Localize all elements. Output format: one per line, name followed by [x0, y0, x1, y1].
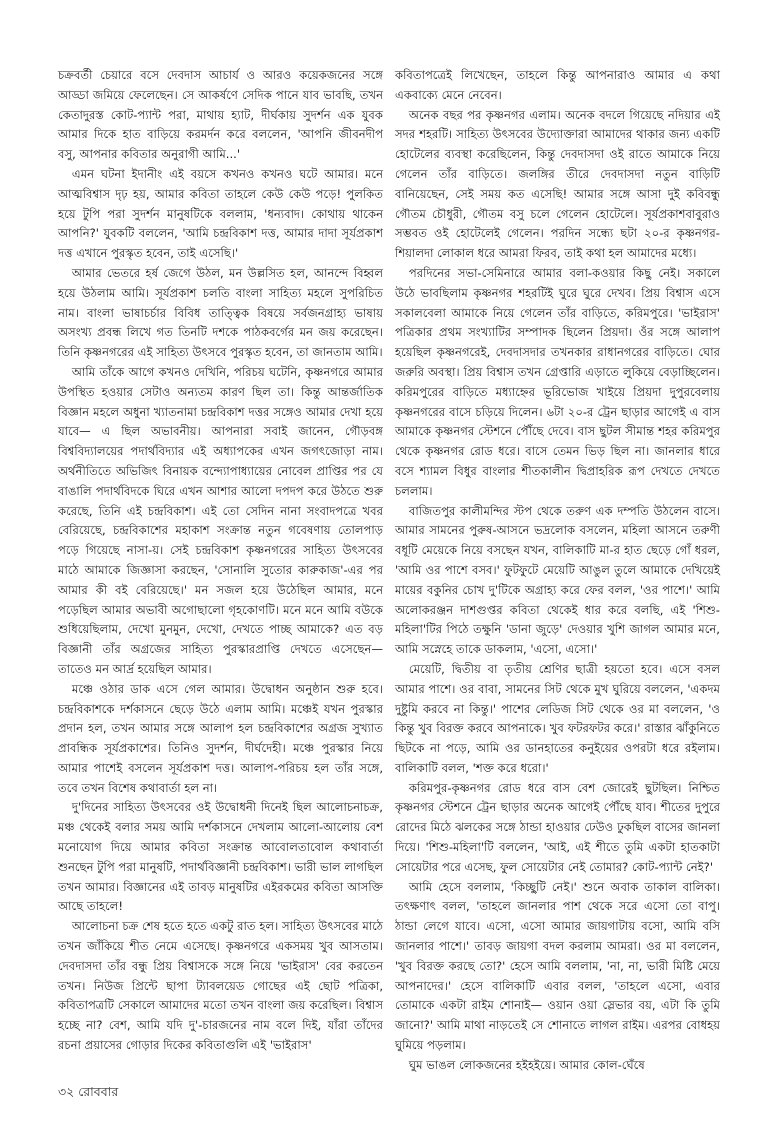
paragraph: মেয়েটি, দ্বিতীয় বা তৃতীয় শ্রেণির ছাত্রী হয়তো হবে। এসে বসল আমার পাশে। ওর বাবা, সামনের সিট থেকে মুখ ঘুরিয়ে বললেন, 'একদম দুষ্টুমি করবে না কিন্তু।' পাশের লেডিজ সিট থেকে ওর মা বললেন, 'ও কিন্তু খুব বিরক্ত করবে আপনাকে। খুব ফটরফটর করে।' রাস্তার ঝাঁকুনিতে ছিটকে না পড়ে, আমি ওর ডানহাতের কনুইয়ের ওপরটা ধরে রইলাম। বালিকাটি বলল, 'শক্ত করে ধরো।': [395, 661, 720, 775]
paragraph: কবিতাপত্রেই লিখেছেন, তাহলে কিন্তু আপনারাও আমার এ কথা একবাক্যে মেনে নেবেন।: [395, 68, 720, 102]
paragraph: করিমপুর-কৃষ্ণনগর রোড ধরে বাস বেশ জোরেই ছুটছিল। নিশ্চিত কৃষ্ণনগর স্টেশনে ট্রেন ছাড়ার অনেক আগেই পৌঁছে যাব। শীতের দুপুরে রোদের মিঠে ঝলকের সঙ্গে ঠান্ডা হাওয়ার ঢেউও ঢুকছিল বাসের জানলা দিয়ে। 'শিশু-মহিলা'টি বললেন, 'আই, এই শীতে তুমি একটা হাতকাটা সোয়েটার পরে এসেছ, ফুল সোয়েটার নেই তোমার? কোট-প্যান্ট নেই?': [395, 780, 720, 874]
paragraph: ঘুম ভাঙল লোকজনের হইহইয়ে। আমার কোল-ঘেঁষে: [408, 1057, 645, 1072]
paragraph: বাজিতপুর কালীমন্দির স্টপ থেকে তরুণ এক দম্পতি উঠলেন বাসে। আমার সামনের পুরুষ-আসনে ভদ্রলোক বসলেন, মহিলা আসনে তরুণী বধূটি মেয়েকে নিয়ে বসছেন যখন, বালিকাটি মা-র হাত ছেড়ে গোঁ ধরল, 'আমি ওর পাশে বসব।' ফুটফুটে মেয়েটি আঙুল তুলে আমাকে দেখিয়েই মায়ের বকুনির চোখ দু'টিকে অগ্রাহ্য করে ফের বলল, 'ওর পাশে।' আমি অলোকরঞ্জন দাশগুপ্তর কবিতা থেকেই ধার করে বলছি, এই 'শিশু-মহিলা'টির পিঠে তক্ষুনি 'ডানা জুড়ে' দেওয়ার খুশি জাগল আমার মনে, আমি সস্নেহে তাকে ডাকলাম, 'এসো, এসো।': [395, 503, 720, 657]
paragraph: পরদিনের সভা-সেমিনারে আমার বলা-কওয়ার কিছু নেই। সকালে উঠে ভাবছিলাম কৃষ্ণনগর শহরটিই ঘুরে ঘুরে দেখব। প্রিয় বিশ্বাস এসে সকালবেলা আমাকে নিয়ে গেলেন তাঁর বাড়িতে, করিমপুরে। 'ভাইরাস' পত্রিকার প্রথম সংখ্যাটির সম্পাদক ছিলেন প্রিয়দা। ওঁর সঙ্গে আলাপ হয়েছিল কৃষ্ণনগরেই, দেবদাসদার তখনকার রাধানগরের বাড়িতে। ঘোর জরুরি অবস্থা। প্রিয় বিশ্বাস তখন গ্রেপ্তারি এড়াতে লুকিয়ে বেড়াচ্ছিলেন। করিমপুরের বাড়িতে মধ্যাহ্নের ভূরিভোজ খাইয়ে প্রিয়দা দুপুরবেলায় কৃষ্ণনগরের বাসে চড়িয়ে দিলেন। ৬টা ২০-র ট্রেন ছাড়ার আগেই এ বাস আমাকে কৃষ্ণনগর স্টেশনে পৌঁছে দেবে। বাস ছুটল সীমান্ত শহর করিমপুর থেকে কৃষ্ণনগর রোড ধরে। বাসে তেমন ভিড় ছিল না। জানলার ধারে বসে শ্যামল বিধুর বাংলার শীতকালীন দ্বিপ্রাহরিক রূপ দেখতে দেখতে চললাম।: [395, 265, 720, 498]
left-column: [58, 66, 383, 1056]
paragraph: আমার ভেতরে হর্ষ জেগে উঠল, মন উল্লসিত হল, আনন্দে বিহ্বল হয়ে উঠলাম আমি। সূর্যপ্রকাশ চলতি বাংলা সাহিত্য মহলে সুপরিচিত নাম। বাংলা ভাষাচর্চার বিবিধ তাত্ত্বিক বিষয়ে সর্বজনগ্রাহ্য ভাষায় অসংখ্য প্রবন্ধ লিখে গত তিনটি দশকে পাঠকবর্গের মন জয় করেছেন। তিনি কৃষ্ণনগরের এই সাহিত্য উৎসবে পুরস্কৃত হবেন, তা জানতাম আমি।: [58, 265, 383, 360]
paragraph: আমি তাঁকে আগে কখনও দেখিনি, পরিচয় ঘটেনি, কৃষ্ণনগরে আমার উপস্থিত হওয়ার সেটাও অন্যতম কারণ ছিল তা। কিন্তু আন্তর্জাতিক বিজ্ঞান মহলে অধুনা খ্যাতনামা চন্দ্রবিকাশ দত্তর সঙ্গেও আমার দেখা হয়ে যাবে— এ ছিল অভাবনীয়। আপনারা সবাই জানেন, গৌড়বঙ্গ বিশ্ববিদ্যালয়ের পদার্থবিদ্যার এই অধ্যাপকের এখন জগৎজোড়া নাম। অর্থনীতিতে অভিজিৎ বিনায়ক বন্দ্যোপাধ্যায়ের নোবেল প্রাপ্তির পর যে বাঙালি পদার্থবিদকে ঘিরে এখন আশার আলো দপদপ করে উঠতে শুরু করেছে, তিনি এই চন্দ্রবিকাশ। এই তো সেদিন নানা সংবাদপত্রে খবর বেরিয়েছে, চন্দ্রবিকাশের মহাকাশ সংক্রান্ত নতুন গবেষণায় তোলপাড় পড়ে গিয়েছে নাসা-য়। সেই চন্দ্রবিকাশ কৃষ্ণনগরের সাহিত্য উৎসবের মাঠে আমাকে জিজ্ঞাসা করছেন, 'সোনালি সুতোর কারুকাজ'-এর পর আমার কী বই বেরিয়েছে।' মন সজল হয়ে উঠেছিল আমার, মনে পড়েছিল আমার অভাবী অগোছালো গৃহকোণটি। মনে মনে আমি বউকে শুধিয়েছিলাম, দেখো মুনমুন, দেখো, দেখতে পাচ্ছ আমাকে? এত বড় বিজ্ঞানী তাঁর অগ্রজের সাহিত্য পুরস্কারপ্রাপ্তি দেখতে এসেছেন— তাতেও মন আর্দ্র হয়েছিল আমার।: [58, 364, 383, 676]
paragraph: মঞ্চে ওঠার ডাক এসে গেল আমার। উদ্বোধন অনুষ্ঠান শুরু হবে। চন্দ্রবিকাশকে দর্শকাসনে ছেড়ে উঠে এলাম আমি। মঞ্চেই যখন পুরস্কার প্রদান হল, তখন আমার সঙ্গে আলাপ হল চন্দ্রবিকাশের অগ্রজ সুখ্যাত প্রাবন্ধিক সূর্যপ্রকাশের। তিনিও সুদর্শন, দীর্ঘদেহী। মঞ্চে পুরস্কার নিয়ে আমার পাশেই বসলেন সূর্যপ্রকাশ দত্ত। আলাপ-পরিচয় হল তাঁর সঙ্গে, তবে তখন বিশেষ কথাবার্তা হল না।: [58, 681, 383, 795]
right-column: [395, 66, 720, 1076]
paragraph: দু'দিনের সাহিত্য উৎসবের ওই উদ্বোধনী দিনেই ছিল আলোচনাচক্র, মঞ্চ থেকেই বলার সময় আমি দর্শকাসনে দেখলাম আলো-আলোয় বেশ মনোযোগ দিয়ে আমার কবিতা সংক্রান্ত আবোলতাবোল কথাবার্তা শুনছেন টুপি পরা মানুষটি, পদার্থবিজ্ঞানী চন্দ্রবিকাশ। ভারী ভাল লাগছিল তখন আমার। বিজ্ঞানের এই তাবড় মানুষটির এইরকমের কবিতা আসক্তি আছে তাহলে!: [58, 800, 383, 914]
page-footer: ৩২ রোববার: [58, 1084, 119, 1099]
paragraph: এমন ঘটনা ইদানীং এই বয়সে কখনও কখনও ঘটে আমার। মনে আত্মবিশ্বাস দৃঢ় হয়, আমার কবিতা তাহলে কেউ কেউ পড়ে! পুলকিত হয়ে টুপি পরা সুদর্শন মানুষটিকে বললাম, 'ধন্যবাদ। কোথায় থাকেন আপনি?' যুবকটি বললেন, 'আমি চন্দ্রবিকাশ দত্ত, আমার দাদা সূর্যপ্রকাশ দত্ত এখানে পুরস্কৃত হবেন, তাই এসেছি।': [58, 166, 383, 261]
paragraph: আমি হেসে বললাম, 'কিচ্ছুটি নেই।' শুনে অবাক তাকাল বালিকা। তৎক্ষণাৎ বলল, 'তাহলে জানলার পাশ থেকে সরে এসো তো বাপু। ঠান্ডা লেগে যাবে। এসো, এসো আমার জায়গাটায় বসো, আমি বসি জানলার পাশে।' তাবড় জায়গা বদল করলাম আমরা। ওর মা বললেন, 'খুব বিরক্ত করছে তো?' হেসে আমি বললাম, 'না, না, ভারী মিষ্টি মেয়ে আপনাদের।' হেসে বালিকাটি এবার বলল, 'তাহলে এসো, এবার তোমাকে একটা রাইম শোনাই— ওয়ান ওয়া স্লেভার বয়, এটা কি তুমি জানো?' আমি মাথা নাড়তেই সে শোনাতে লাগল রাইম। এরপর বোধহয় ঘুমিয়ে পড়লাম।: [395, 879, 720, 1053]
paragraph: চক্রবর্তী চেয়ারে বসে দেবদাস আচার্য ও আরও কয়েকজনের সঙ্গে আড্ডা জমিয়ে ফেলেছেন। সে আকর্ষণে সেদিক পানে যাব ভাবছি, তখন কেতাদুরস্ত কোট-প্যান্ট পরা, মাথায় হ্যাট, দীর্ঘকায় সুদর্শন এক যুবক আমার দিকে হাত বাড়িয়ে করমর্দন করে বললেন, 'আপনি জীবনদীপ বসু, আপনার কবিতার অনুরাগী আমি...': [58, 68, 383, 162]
paragraph: আলোচনা চক্র শেষ হতে হতে একটু রাত হল। সাহিত্য উৎসবের মাঠে তখন জাঁকিয়ে শীত নেমে এসেছে। কৃষ্ণনগরে একসময় খুব আসতাম। দেবদাসদা তাঁর বন্ধু প্রিয় বিশ্বাসকে সঙ্গে নিয়ে 'ভাইরাস' বের করতেন তখন। নিউজ প্রিন্টে ছাপা ট্যাবলয়েড গোছের এই ছোট পত্রিকা, কবিতাপত্রটি সেকালে আমাদের মতো তখন বাংলা জয় করেছিল। বিশ্বাস হচ্ছে না? বেশ, আমি যদি দু'-চারজনের নাম বলে দিই, যাঁরা তাঁদের রচনা প্রয়াসের গোড়ার দিকের কবিতাগুলি এই 'ভাইরাস': [58, 919, 383, 1053]
paragraph: অনেক বছর পর কৃষ্ণনগর এলাম। অনেক বদলে গিয়েছে নদিয়ার এই সদর শহরটি। সাহিত্য উৎসবের উদ্যোক্তারা আমাদের থাকার জন্য একটি হোটেলের ব্যবস্থা করেছিলেন, কিন্তু দেবদাসদা ওই রাতে আমাকে নিয়ে গেলেন তাঁর বাড়িতে। জলঙ্গির তীরে দেবদাসদা নতুন বাড়িটি বানিয়েছেন, সেই সময় কত এসেছি! আমার সঙ্গে আসা দুই কবিবন্ধু গৌতম চৌধুরী, গৌতম বসু চলে গেলেন হোটেলে। সূর্যপ্রকাশবাবুরাও সম্ভবত ওই হোটেলেই গেলেন। পরদিন সন্ধ্যে ছটা ২০-র কৃষ্ণনগর-শিয়ালদা লোকাল ধরে আমরা ফিরব, তাই কথা হল আমাদের মধ্যে।: [395, 107, 720, 261]
